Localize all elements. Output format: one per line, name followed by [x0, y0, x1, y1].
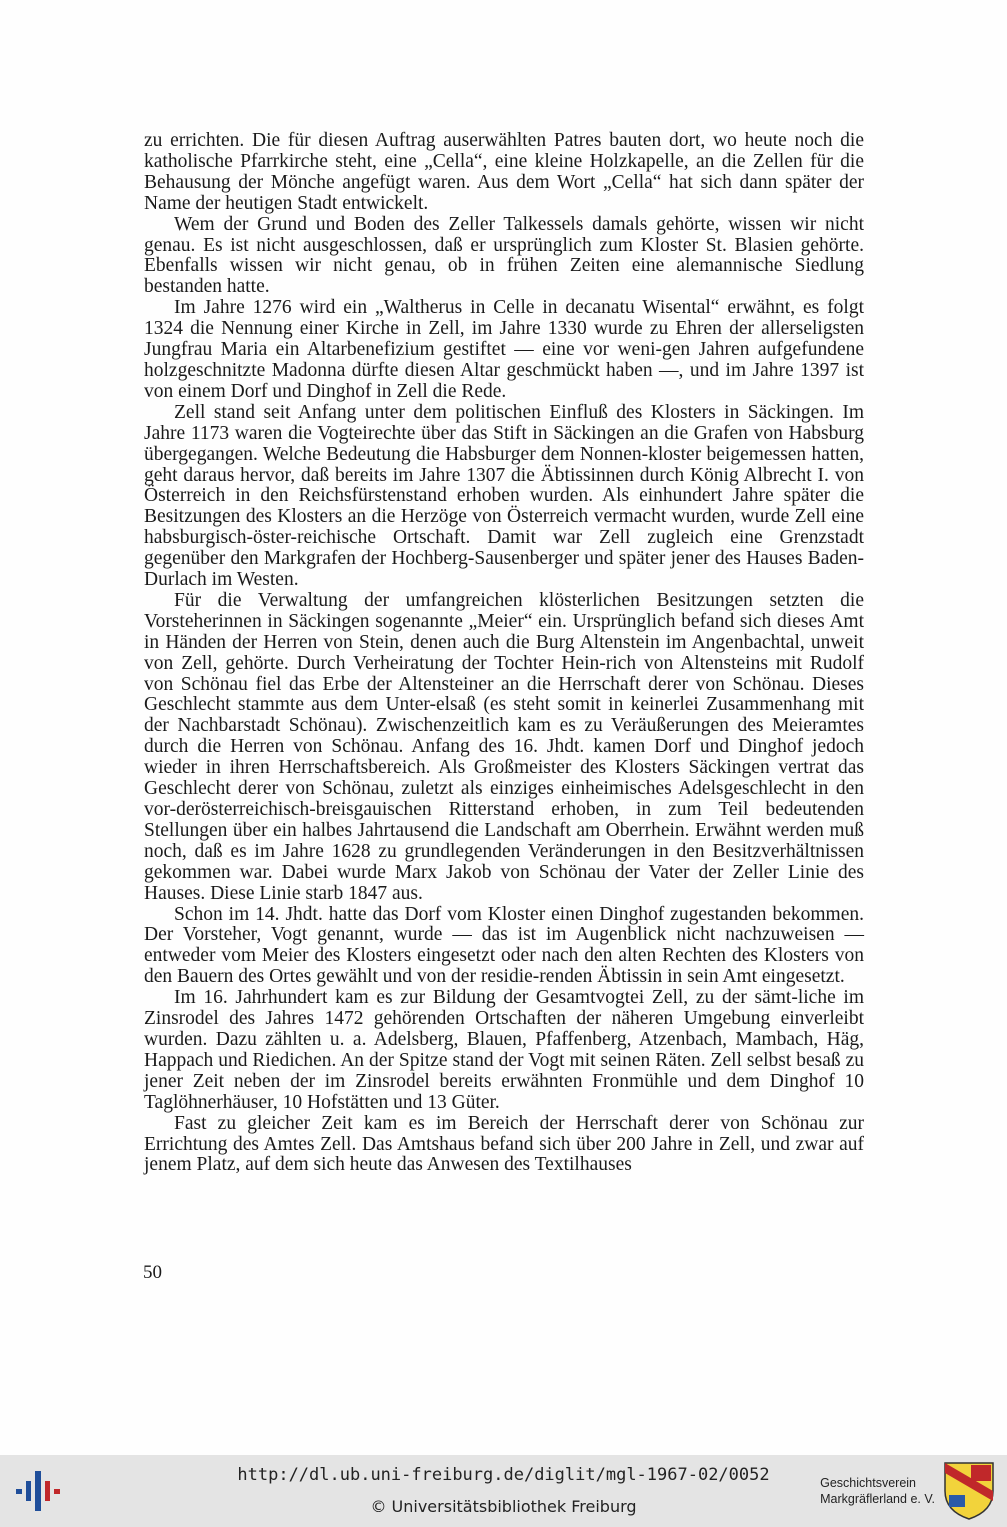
- paragraph: Im 16. Jahrhundert kam es zur Bildung der Gesamtvogtei Zell, zu der sämt-liche im Zinsrodel des Jahres 1472 gehörenden Ortschaften der näheren Umgebung einverleibt wurden. Dazu zählten u. a. Adelsberg, Blauen, Pfaffenberg, Atzenbach, Mambach, Häg, Happach und Riedichen. An der Spitze stand der Vogt mit seinen Räten. Zell selbst besaß zu jener Zeit neben der im Zinsrodel bereits erwähnten Fronmühle und dem Dinghof 10 Taglöhnerhäuser, 10 Hofstätten und 13 Güter.: [144, 987, 864, 1113]
- paragraph: Zell stand seit Anfang unter dem politischen Einfluß des Klosters in Säckingen. Im Jahre 1173 waren die Vogteirechte über das Stift in Säckingen an die Grafen von Habsburg übergegangen. Welche Bedeutung die Habsburger dem Nonnen-kloster beigemessen hatten, geht daraus hervor, daß bereits im Jahre 1307 die Äbtissinnen durch König Albrecht I. von Österreich in den Reichsfürstenstand erhoben wurden. Als einhundert Jahre später die Besitzungen des Klosters an die Herzöge von Österreich vermacht wurden, wurde Zell eine habsburgisch-öster-reichische Ortschaft. Damit war Zell zugleich eine Grenzstadt gegenüber den Markgrafen der Hochberg-Sausenberger und später jener des Hauses Baden-Durlach im Westen.: [144, 401, 864, 591]
- society-line-2: Markgräflerland e. V.: [820, 1492, 935, 1506]
- page-number: 50: [143, 1262, 162, 1283]
- body-text: [144, 131, 864, 1176]
- footer-bar: [0, 1455, 1007, 1527]
- paragraph: Schon im 14. Jhdt. hatte das Dorf vom Kloster einen Dinghof zugestanden bekommen. Der Vorsteher, Vogt genannt, wurde — das ist im Augenblick nicht nachzuweisen — entweder vom Meier des Klosters eingesetzt oder nach den alten Rechten des Klosters von den Bauern des Ortes gewählt und von der residie-renden Äbtissin in sein Amt eingesetzt.: [144, 903, 864, 988]
- coat-of-arms-icon: [943, 1461, 995, 1521]
- paragraph: zu errichten. Die für diesen Auftrag auserwählten Patres bauten dort, wo heute noch die katholische Pfarrkirche steht, eine „Cella“, eine kleine Holzkapelle, an die Zellen für die Behausung der Mönche angefügt waren. Aus dem Wort „Cella“ hat sich dann später der Name der heutigen Stadt entwickelt.: [144, 130, 864, 214]
- society-line-1: Geschichtsverein: [820, 1476, 916, 1490]
- paragraph: Wem der Grund und Boden des Zeller Talkessels damals gehörte, wissen wir nicht genau. Es ist nicht ausgeschlossen, daß er ursprünglich zum Kloster St. Blasien gehörte. Ebenfalls wissen wir nicht genau, ob in frühen Zeiten eine alemannische Siedlung bestanden hatte.: [144, 213, 864, 298]
- society-name: [820, 1475, 935, 1507]
- paragraph: Im Jahre 1276 wird ein „Waltherus in Celle in decanatu Wisental“ erwähnt, es folgt 1324 die Nennung einer Kirche in Zell, im Jahre 1330 wurde zu Ehren der allerseligsten Jungfrau Maria ein Altarbenefizium gestiftet — eine vor weni-gen Jahren aufgefundene holzgeschnitzte Madonna dürfte diesen Altar geschmückt haben —, und im Jahre 1397 ist von einem Dorf und Dinghof in Zell die Rede.: [144, 297, 864, 402]
- paragraph: Für die Verwaltung der umfangreichen klösterlichen Besitzungen setzten die Vorsteherinnen in Säckingen sogenannte „Meier“ ein. Ursprünglich befand sich dieses Amt in Händen der Herren von Stein, denen auch die Burg Altenstein im Angenbachtal, unweit von Zell, gehörte. Durch Verheiratung der Tochter Hein-rich von Altensteins mit Rudolf von Schönau fiel das Erbe der Altensteiner an die Herrschaft derer von Schönau. Dieses Geschlecht stammte aus dem Unter-elsaß (es steht somit in keinerlei Zusammenhang mit der Nachbarstadt Schönau). Zwischenzeitlich kam es zu Veräußerungen des Meieramtes durch die Herren von Schönau. Anfang des 16. Jhdt. kamen Dorf und Dinghof jedoch wieder in ihren Herrschaftsbereich. Als Großmeister des Klosters Säckingen vertrat das Geschlecht derer von Schönau, zuletzt als einziges einheimisches Adelsgeschlecht in den vor-derösterreichisch-breisgauischen Ritterstand erhoben, in zum Teil bedeutenden Stellungen über ein halbes Jahrtausend die Landschaft am Oberrhein. Erwähnt werden muß noch, daß es im Jahre 1628 zu grundlegenden Veränderungen in den Besitzverhältnissen gekommen war. Dabei wurde Marx Jakob von Schönau der Vater der Zeller Linie des Hauses. Diese Linie starb 1847 aus.: [144, 589, 864, 904]
- copyright-notice: © Universitätsbibliothek Freiburg: [370, 1497, 637, 1516]
- paragraph: Fast zu gleicher Zeit kam es im Bereich der Herrschaft derer von Schönau zur Errichtung des Amtes Zell. Das Amtshaus befand sich über 200 Jahre in Zell, und zwar auf jenem Platz, auf dem sich heute das Anwesen des Textilhauses: [144, 1112, 864, 1176]
- permalink-url[interactable]: http://dl.ub.uni-freiburg.de/diglit/mgl-1967-02/0052: [237, 1465, 770, 1485]
